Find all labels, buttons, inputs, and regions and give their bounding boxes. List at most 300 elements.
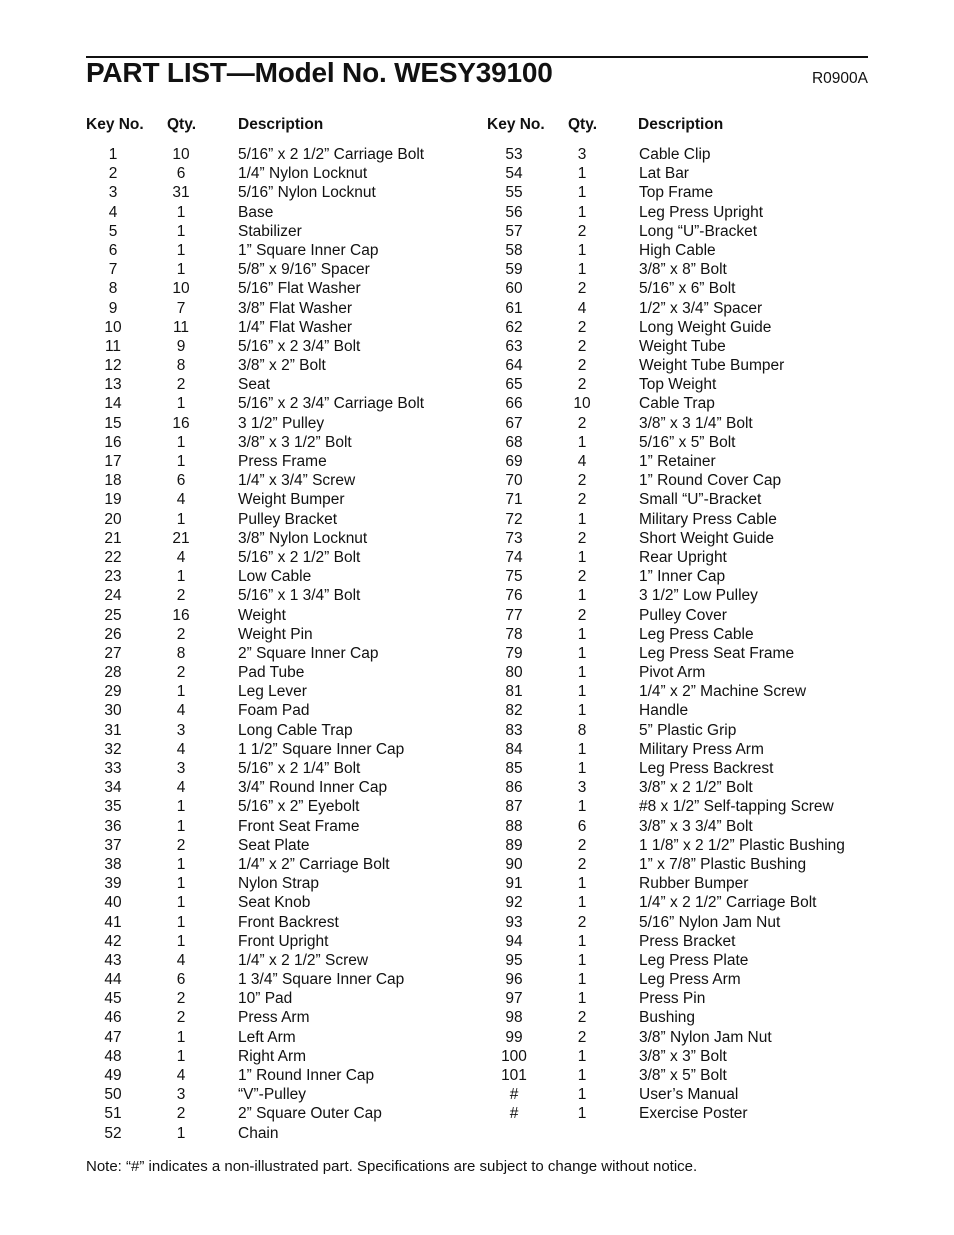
part-quantity: 1 bbox=[577, 587, 587, 605]
part-row bbox=[484, 874, 864, 893]
part-row bbox=[484, 1028, 864, 1047]
part-row bbox=[83, 490, 463, 509]
part-row bbox=[83, 203, 463, 222]
part-row bbox=[83, 932, 463, 951]
part-quantity: 1 bbox=[577, 184, 587, 202]
part-key-number: 78 bbox=[505, 625, 523, 643]
part-row bbox=[484, 222, 864, 241]
part-description: 3/8” Flat Washer bbox=[238, 299, 352, 317]
part-row bbox=[484, 1066, 864, 1085]
part-key-number: 95 bbox=[505, 951, 523, 969]
part-row bbox=[83, 145, 463, 164]
part-description: 5/16” x 2” Eyebolt bbox=[238, 798, 360, 816]
part-description: 1” Retainer bbox=[639, 453, 716, 470]
part-key-number: 54 bbox=[505, 165, 523, 183]
part-key-number: 31 bbox=[104, 721, 122, 739]
part-row bbox=[484, 989, 864, 1008]
part-quantity: 4 bbox=[176, 491, 186, 509]
part-row bbox=[83, 414, 463, 433]
part-row bbox=[484, 970, 864, 989]
part-key-number: 11 bbox=[104, 337, 122, 355]
part-quantity: 4 bbox=[176, 702, 186, 720]
part-key-number: 86 bbox=[505, 779, 523, 797]
part-quantity: 2 bbox=[176, 587, 186, 605]
part-description: Left Arm bbox=[238, 1028, 296, 1046]
part-description: Long Weight Guide bbox=[639, 318, 772, 336]
part-description: 5/16” x 1 3/4” Bolt bbox=[238, 587, 361, 605]
part-row bbox=[484, 299, 864, 318]
part-row bbox=[484, 932, 864, 951]
part-row bbox=[484, 375, 864, 394]
part-row bbox=[484, 279, 864, 298]
part-row bbox=[484, 548, 864, 567]
part-quantity: 2 bbox=[577, 855, 587, 873]
part-key-number: 24 bbox=[104, 587, 122, 605]
part-key-number: 88 bbox=[505, 817, 523, 835]
part-quantity: 2 bbox=[577, 280, 587, 298]
header-qty-right: Qty. bbox=[568, 116, 597, 133]
part-quantity: 7 bbox=[176, 299, 186, 317]
part-description: “V”-Pulley bbox=[238, 1086, 307, 1104]
part-row bbox=[484, 1104, 864, 1123]
part-description: 5” Plastic Grip bbox=[639, 721, 737, 739]
part-description: Leg Press Seat Frame bbox=[639, 644, 795, 662]
part-quantity: 1 bbox=[176, 798, 186, 816]
part-quantity: 1 bbox=[176, 1047, 186, 1065]
part-quantity: 2 bbox=[577, 913, 587, 931]
part-quantity: 2 bbox=[176, 376, 186, 394]
part-quantity: 16 bbox=[172, 414, 190, 432]
header-key-left: Key No. bbox=[86, 116, 144, 133]
part-quantity: 1 bbox=[577, 798, 587, 816]
part-description: Press Frame bbox=[238, 453, 327, 470]
part-description: 1” Round Cover Cap bbox=[639, 472, 782, 490]
part-row bbox=[83, 586, 463, 605]
part-description: 10” Pad bbox=[238, 990, 293, 1008]
part-row bbox=[83, 625, 463, 644]
part-key-number: 90 bbox=[505, 855, 523, 873]
part-quantity: 2 bbox=[577, 472, 587, 490]
part-key-number: 67 bbox=[505, 414, 523, 432]
part-description: Lat Bar bbox=[639, 165, 689, 183]
part-key-number: 89 bbox=[505, 836, 523, 854]
part-row bbox=[484, 759, 864, 778]
part-quantity: 1 bbox=[577, 760, 587, 777]
part-quantity: 2 bbox=[577, 222, 587, 240]
part-description: 1/4” Flat Washer bbox=[238, 318, 352, 336]
part-key-number: 29 bbox=[104, 683, 122, 701]
part-row bbox=[83, 567, 463, 586]
part-quantity: 1 bbox=[577, 203, 587, 221]
part-description: Weight Tube bbox=[639, 337, 726, 355]
part-quantity: 1 bbox=[577, 875, 587, 893]
part-description: 3/4” Round Inner Cap bbox=[238, 779, 388, 797]
part-key-number: 33 bbox=[104, 760, 122, 777]
part-key-number: 62 bbox=[505, 318, 523, 336]
part-description: 1/2” x 3/4” Spacer bbox=[639, 299, 763, 317]
part-description: Pulley Bracket bbox=[238, 510, 338, 528]
part-key-number: 27 bbox=[104, 644, 122, 662]
part-quantity: 4 bbox=[577, 453, 587, 470]
part-description: Cable Trap bbox=[639, 395, 715, 413]
part-row bbox=[83, 778, 463, 797]
part-key-number: 61 bbox=[505, 299, 523, 317]
part-row bbox=[83, 855, 463, 874]
part-description: Weight bbox=[238, 606, 286, 624]
part-key-number: 14 bbox=[104, 395, 122, 413]
header-desc-right: Description bbox=[638, 116, 724, 133]
part-description: Leg Lever bbox=[238, 683, 307, 701]
part-quantity: 1 bbox=[577, 548, 587, 566]
part-row bbox=[484, 510, 864, 529]
part-key-number: 100 bbox=[501, 1047, 527, 1065]
part-description: #8 x 1/2” Self-tapping Screw bbox=[639, 798, 834, 816]
part-key-number: 25 bbox=[104, 606, 122, 624]
part-description: 5/16” Nylon Jam Nut bbox=[639, 913, 781, 931]
part-description: 3/8” Nylon Locknut bbox=[238, 529, 368, 547]
part-key-number: 17 bbox=[104, 453, 122, 470]
part-quantity: 4 bbox=[577, 299, 587, 317]
part-key-number: 80 bbox=[505, 664, 523, 682]
part-row bbox=[83, 452, 463, 471]
part-key-number: 87 bbox=[505, 798, 523, 816]
part-description: 3/8” x 3 1/4” Bolt bbox=[639, 414, 753, 432]
part-description: Press Arm bbox=[238, 1009, 310, 1027]
part-row bbox=[83, 433, 463, 452]
part-description: 1/4” x 2” Carriage Bolt bbox=[238, 855, 390, 873]
part-quantity: 2 bbox=[577, 836, 587, 854]
part-quantity: 2 bbox=[577, 568, 587, 586]
part-description: Leg Press Plate bbox=[639, 951, 749, 969]
part-row bbox=[484, 606, 864, 625]
part-quantity: 1 bbox=[577, 510, 587, 528]
part-key-number: 84 bbox=[505, 740, 523, 758]
part-key-number: 3 bbox=[108, 184, 118, 202]
part-description: Exercise Poster bbox=[639, 1105, 748, 1123]
part-row bbox=[484, 682, 864, 701]
part-quantity: 10 bbox=[573, 395, 591, 413]
part-description: Leg Press Arm bbox=[639, 971, 741, 989]
part-description: Long “U”-Bracket bbox=[639, 222, 758, 240]
part-quantity: 1 bbox=[577, 433, 587, 451]
part-row bbox=[83, 951, 463, 970]
part-key-number: 5 bbox=[108, 222, 118, 240]
part-key-number: 56 bbox=[505, 203, 523, 221]
part-key-number: 37 bbox=[104, 836, 122, 854]
part-key-number: 65 bbox=[505, 376, 523, 394]
part-key-number: 75 bbox=[505, 568, 523, 586]
part-description: Foam Pad bbox=[238, 702, 310, 720]
part-key-number: 66 bbox=[505, 395, 523, 413]
part-quantity: 1 bbox=[176, 203, 186, 221]
part-description: 3/8” x 3” Bolt bbox=[639, 1047, 727, 1065]
part-key-number: 30 bbox=[104, 702, 122, 720]
part-key-number: 38 bbox=[104, 855, 122, 873]
part-quantity: 2 bbox=[176, 664, 186, 682]
header-qty-left: Qty. bbox=[167, 116, 196, 133]
part-key-number: 53 bbox=[505, 146, 523, 163]
part-description: 5/8” x 9/16” Spacer bbox=[238, 261, 370, 279]
part-key-number: # bbox=[509, 1086, 519, 1104]
document-code: R0900A bbox=[811, 70, 868, 87]
part-key-number: 64 bbox=[505, 357, 523, 375]
part-quantity: 4 bbox=[176, 1067, 186, 1084]
part-quantity: 1 bbox=[176, 1028, 186, 1046]
part-row bbox=[83, 817, 463, 836]
part-key-number: 63 bbox=[505, 337, 523, 355]
part-key-number: 20 bbox=[104, 510, 122, 528]
part-row bbox=[83, 893, 463, 912]
part-description: 5/16” Flat Washer bbox=[238, 280, 361, 298]
part-row bbox=[484, 855, 864, 874]
part-key-number: 28 bbox=[104, 664, 122, 682]
part-description: 2” Square Outer Cap bbox=[238, 1105, 382, 1123]
part-row bbox=[83, 1047, 463, 1066]
part-quantity: 10 bbox=[172, 146, 190, 163]
part-quantity: 2 bbox=[577, 318, 587, 336]
part-key-number: 60 bbox=[505, 280, 523, 298]
part-key-number: 96 bbox=[505, 971, 523, 989]
part-row bbox=[484, 1085, 864, 1104]
part-description: 1” Inner Cap bbox=[639, 568, 726, 586]
part-quantity: 6 bbox=[176, 472, 186, 490]
part-key-number: 79 bbox=[505, 644, 523, 662]
part-quantity: 11 bbox=[172, 318, 190, 336]
part-key-number: 97 bbox=[505, 990, 523, 1008]
part-description: Low Cable bbox=[238, 568, 312, 586]
part-quantity: 2 bbox=[176, 836, 186, 854]
part-quantity: 2 bbox=[577, 491, 587, 509]
part-key-number: 8 bbox=[108, 280, 118, 298]
part-quantity: 2 bbox=[176, 625, 186, 643]
part-quantity: 2 bbox=[577, 606, 587, 624]
part-description: 3/8” x 2 1/2” Bolt bbox=[639, 779, 753, 797]
part-row bbox=[83, 1066, 463, 1085]
part-row bbox=[484, 164, 864, 183]
part-quantity: 6 bbox=[176, 971, 186, 989]
part-description: 5/16” x 5” Bolt bbox=[639, 433, 736, 451]
part-key-number: 50 bbox=[104, 1086, 122, 1104]
part-quantity: 1 bbox=[176, 875, 186, 893]
part-row bbox=[484, 490, 864, 509]
part-quantity: 1 bbox=[176, 932, 186, 950]
part-row bbox=[484, 644, 864, 663]
part-row bbox=[83, 394, 463, 413]
part-row bbox=[484, 529, 864, 548]
part-key-number: 10 bbox=[104, 318, 122, 336]
part-description: Stabilizer bbox=[238, 222, 302, 240]
part-quantity: 21 bbox=[172, 529, 190, 547]
part-key-number: 32 bbox=[104, 740, 122, 758]
part-description: 1” x 7/8” Plastic Bushing bbox=[639, 855, 807, 873]
part-quantity: 1 bbox=[176, 510, 186, 528]
part-key-number: 7 bbox=[108, 261, 118, 279]
part-row bbox=[83, 222, 463, 241]
part-key-number: 26 bbox=[104, 625, 122, 643]
part-description: 1” Square Inner Cap bbox=[238, 241, 379, 259]
part-row bbox=[83, 356, 463, 375]
part-description: Seat Plate bbox=[238, 836, 310, 854]
part-description: Seat bbox=[238, 376, 270, 394]
part-row bbox=[83, 740, 463, 759]
part-quantity: 1 bbox=[577, 644, 587, 662]
part-row bbox=[484, 471, 864, 490]
part-row bbox=[83, 471, 463, 490]
part-description: Weight Bumper bbox=[238, 491, 345, 509]
part-key-number: 92 bbox=[505, 894, 523, 912]
part-key-number: 51 bbox=[104, 1105, 122, 1123]
part-row bbox=[83, 721, 463, 740]
part-description: 3 1/2” Pulley bbox=[238, 414, 325, 432]
part-key-number: 39 bbox=[104, 875, 122, 893]
part-row bbox=[484, 701, 864, 720]
part-description: 1/4” x 2 1/2” Carriage Bolt bbox=[639, 894, 817, 912]
part-row bbox=[484, 203, 864, 222]
part-row bbox=[83, 183, 463, 202]
part-row bbox=[484, 663, 864, 682]
part-key-number: 69 bbox=[505, 453, 523, 470]
part-quantity: 1 bbox=[577, 1067, 587, 1084]
part-row bbox=[484, 836, 864, 855]
part-quantity: 6 bbox=[176, 165, 186, 183]
part-description: Base bbox=[238, 203, 274, 221]
part-key-number: 72 bbox=[505, 510, 523, 528]
part-row bbox=[83, 241, 463, 260]
part-quantity: 8 bbox=[176, 644, 186, 662]
part-row bbox=[484, 567, 864, 586]
part-quantity: 1 bbox=[577, 894, 587, 912]
part-description: Top Frame bbox=[639, 184, 714, 202]
part-description: Bushing bbox=[639, 1009, 696, 1027]
part-quantity: 1 bbox=[577, 165, 587, 183]
part-row bbox=[484, 241, 864, 260]
part-row bbox=[484, 394, 864, 413]
part-quantity: 1 bbox=[176, 568, 186, 586]
part-key-number: 48 bbox=[104, 1047, 122, 1065]
part-quantity: 1 bbox=[176, 395, 186, 413]
part-key-number: 47 bbox=[104, 1028, 122, 1046]
part-row bbox=[484, 1047, 864, 1066]
part-row bbox=[83, 970, 463, 989]
part-description: Pivot Arm bbox=[639, 664, 706, 682]
part-key-number: 81 bbox=[505, 683, 523, 701]
part-quantity: 1 bbox=[176, 241, 186, 259]
part-row bbox=[83, 1008, 463, 1027]
part-description: 1 1/8” x 2 1/2” Plastic Bushing bbox=[639, 836, 845, 854]
part-quantity: 1 bbox=[577, 951, 587, 969]
parts-list-right bbox=[484, 145, 864, 1124]
part-quantity: 31 bbox=[172, 184, 190, 202]
part-description: 1 1/2” Square Inner Cap bbox=[238, 740, 405, 758]
part-description: 3/8” x 5” Bolt bbox=[639, 1067, 727, 1084]
part-quantity: 2 bbox=[577, 376, 587, 394]
part-quantity: 3 bbox=[577, 146, 587, 163]
part-description: Military Press Cable bbox=[639, 510, 777, 528]
part-row bbox=[83, 701, 463, 720]
part-quantity: 1 bbox=[577, 261, 587, 279]
part-key-number: 76 bbox=[505, 587, 523, 605]
part-row bbox=[83, 663, 463, 682]
part-description: 3/8” Nylon Jam Nut bbox=[639, 1028, 772, 1046]
part-description: 2” Square Inner Cap bbox=[238, 644, 379, 662]
part-key-number: 40 bbox=[104, 894, 122, 912]
part-description: Handle bbox=[639, 702, 689, 720]
part-quantity: 1 bbox=[577, 625, 587, 643]
part-key-number: 57 bbox=[505, 222, 523, 240]
part-key-number: 34 bbox=[104, 779, 122, 797]
part-description: 1/4” x 2” Machine Screw bbox=[639, 683, 807, 701]
part-description: Rear Upright bbox=[639, 548, 727, 566]
part-description: Leg Press Cable bbox=[639, 625, 754, 643]
part-description: User’s Manual bbox=[639, 1086, 739, 1104]
part-description: 3/8” x 3 1/2” Bolt bbox=[238, 433, 352, 451]
part-quantity: 2 bbox=[577, 529, 587, 547]
part-description: 3 1/2” Low Pulley bbox=[639, 587, 758, 605]
part-row bbox=[484, 183, 864, 202]
part-description: 3/8” x 8” Bolt bbox=[639, 261, 727, 279]
part-key-number: 41 bbox=[104, 913, 122, 931]
part-row bbox=[484, 318, 864, 337]
part-description: 5/16” Nylon Locknut bbox=[238, 184, 376, 202]
part-description: 3/8” x 2” Bolt bbox=[238, 357, 326, 375]
part-key-number: 55 bbox=[505, 184, 523, 202]
part-row bbox=[83, 606, 463, 625]
part-row bbox=[484, 893, 864, 912]
part-quantity: 1 bbox=[176, 817, 186, 835]
header-key-right: Key No. bbox=[487, 116, 545, 133]
part-quantity: 1 bbox=[577, 1086, 587, 1104]
part-key-number: 6 bbox=[108, 241, 118, 259]
part-row bbox=[83, 164, 463, 183]
part-quantity: 4 bbox=[176, 548, 186, 566]
part-key-number: 93 bbox=[505, 913, 523, 931]
part-quantity: 3 bbox=[176, 1086, 186, 1104]
part-row bbox=[83, 913, 463, 932]
part-row bbox=[484, 452, 864, 471]
part-key-number: 36 bbox=[104, 817, 122, 835]
part-row bbox=[83, 510, 463, 529]
part-row bbox=[484, 951, 864, 970]
part-row bbox=[83, 759, 463, 778]
part-quantity: 3 bbox=[577, 779, 587, 797]
part-description: 3/8” x 3 3/4” Bolt bbox=[639, 817, 753, 835]
part-key-number: 101 bbox=[501, 1067, 527, 1084]
part-description: 1/4” x 2 1/2” Screw bbox=[238, 951, 369, 969]
part-quantity: 4 bbox=[176, 779, 186, 797]
part-key-number: 35 bbox=[104, 798, 122, 816]
part-row bbox=[83, 548, 463, 567]
part-row bbox=[83, 299, 463, 318]
part-row bbox=[484, 260, 864, 279]
part-description: 1/4” x 3/4” Screw bbox=[238, 472, 356, 490]
part-row bbox=[83, 1028, 463, 1047]
part-quantity: 3 bbox=[176, 760, 186, 777]
part-row bbox=[83, 279, 463, 298]
part-key-number: 16 bbox=[104, 433, 122, 451]
part-description: Short Weight Guide bbox=[639, 529, 774, 547]
part-quantity: 1 bbox=[577, 1105, 587, 1123]
part-quantity: 6 bbox=[577, 817, 587, 835]
part-key-number: 21 bbox=[104, 529, 122, 547]
part-row bbox=[83, 260, 463, 279]
part-quantity: 1 bbox=[577, 683, 587, 701]
part-description: Leg Press Upright bbox=[639, 203, 764, 221]
part-quantity: 1 bbox=[577, 990, 587, 1008]
part-quantity: 1 bbox=[176, 894, 186, 912]
part-quantity: 1 bbox=[176, 453, 186, 470]
part-key-number: 52 bbox=[104, 1124, 122, 1142]
part-description: Long Cable Trap bbox=[238, 721, 353, 739]
